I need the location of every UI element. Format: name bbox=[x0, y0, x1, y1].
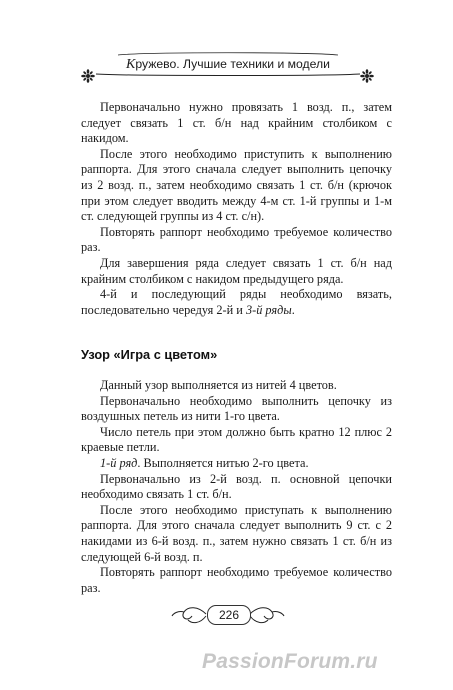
section1-body bbox=[81, 100, 392, 318]
paragraph: Данный узор выполняется из нитей 4 цветов. bbox=[100, 378, 337, 392]
paragraph: Для завершения ряда следует связать 1 ст. б/н над крайним столбиком с накидом предыдущего ряда. bbox=[81, 255, 392, 286]
watermark: PassionForum.ru bbox=[202, 650, 378, 673]
paragraph: Первоначально из 2-й возд. п. основной цепочки необходимо связать 1 ст. б/н. bbox=[81, 471, 392, 502]
rosette-right-icon bbox=[360, 69, 374, 83]
rosette-left-icon bbox=[81, 69, 95, 83]
page-footer bbox=[170, 602, 286, 628]
paragraph: После этого необходимо приступить к выполнению раппорта. Для этого сначала следует выполнить цепочку из 2 возд. п., затем необходимо связать 1 ст. б/н (крючок при этом следует вводить между 4-м ст. 1-й группы и 1-м ст. следующей группы из 4 ст. с/н). bbox=[81, 146, 392, 224]
paragraph: 1-й ряд. Выполняется нитью 2-го цвета. bbox=[100, 455, 309, 470]
paragraph: Число петель при этом должно быть кратно 12 плюс 2 краевые петли. bbox=[81, 424, 392, 455]
section2-body bbox=[81, 378, 392, 596]
page-number: 226 bbox=[207, 605, 251, 625]
section-heading: Узор «Игра с цветом» bbox=[81, 347, 218, 362]
paragraph: Повторять раппорт необходимо требуемое количество раз. bbox=[81, 565, 392, 595]
paragraph: После этого необходимо приступать к выполнению раппорта. Для этого сначала следует выполнить 9 ст. с 2 накидами из 6-й возд. п., затем нужно связать 1 ст. б/н из следующей 6-й возд. п. bbox=[81, 502, 392, 564]
paragraph: Повторять раппорт необходимо требуемое количество раз. bbox=[81, 224, 392, 255]
running-header bbox=[88, 52, 368, 76]
book-title: Кружево. Лучшие техники и модели bbox=[126, 57, 330, 72]
paragraph: Первоначально нужно провязать 1 возд. п., затем следует связать 1 ст. б/н над крайним столбиком с накидом. bbox=[81, 100, 392, 146]
paragraph: Первоначально необходимо выполнить цепочку из воздушных петель из нити 1-го цвета. bbox=[81, 393, 392, 424]
paragraph: 4-й и последующий ряды необходимо вязать, последовательно чередуя 2-й и 3-й ряды. bbox=[81, 287, 392, 317]
